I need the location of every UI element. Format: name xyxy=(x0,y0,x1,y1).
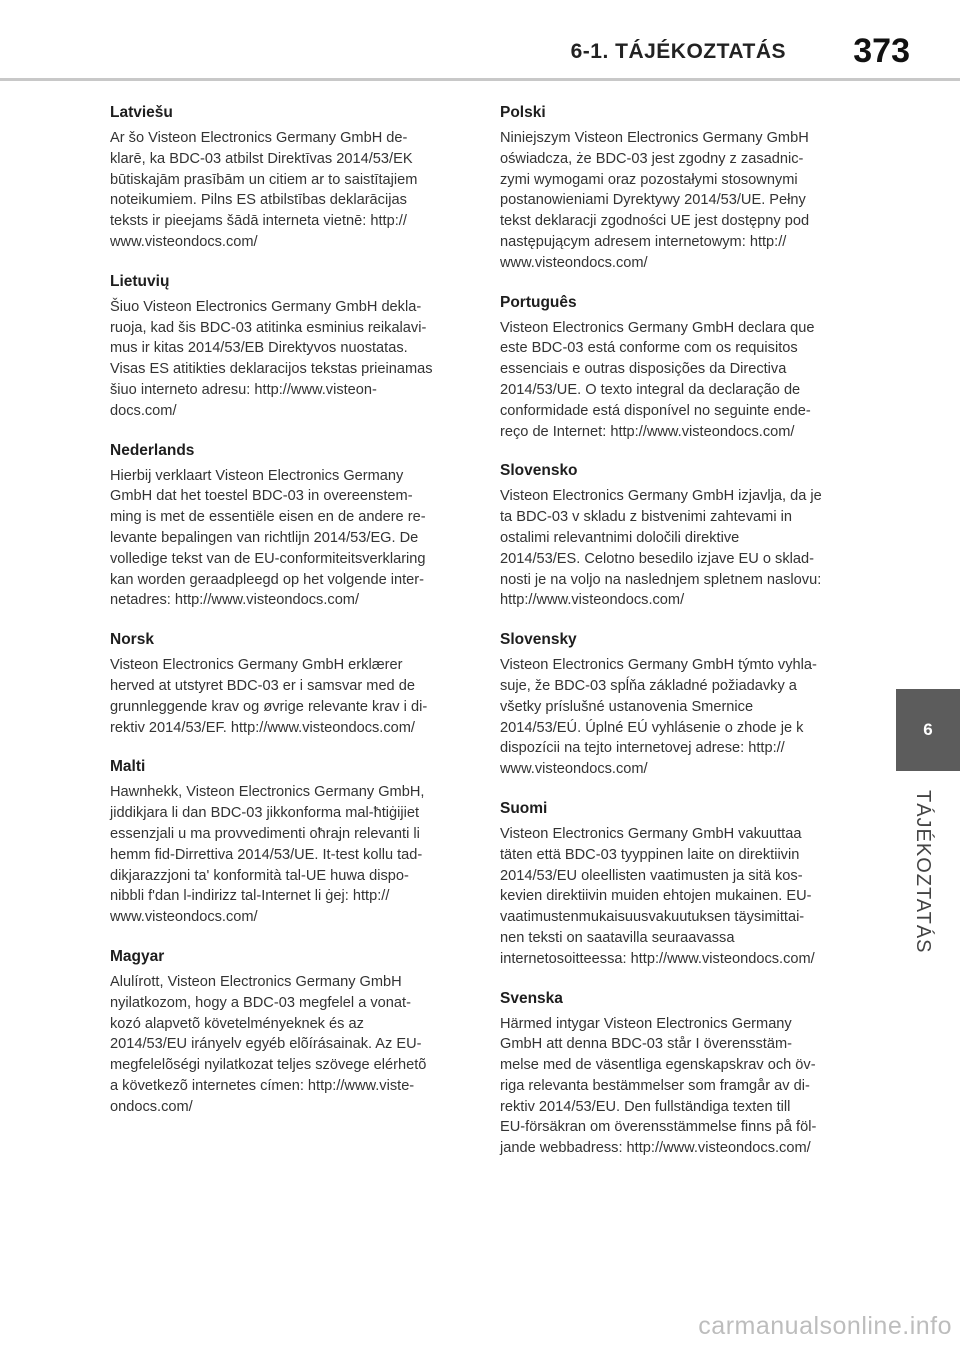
section-polski xyxy=(500,100,850,274)
section-nederlands xyxy=(110,438,460,612)
section-heading: Magyar xyxy=(110,947,165,965)
section-heading: Polski xyxy=(500,104,546,121)
section-body: Hawnhekk, Visteon Electronics Germany GmbH, jiddikjara li dan BDC-03 jikkonforma mal-ħtiġijiet essenzjali u ma provvedimenti oħrajn relevanti li hemm fid-Dirrettiva 2014/53/UE. It-test kollu tad- dikjarazzjoni ta' konformità tal-UE huwa dispo- nibbli f'dan l-indirizz tal-Internet li ġej: http:// www.visteondocs.com/ xyxy=(110,784,425,926)
section-latviesu xyxy=(110,100,460,253)
section-heading: Malti xyxy=(110,758,146,776)
section-body: Šiuo Visteon Electronics Germany GmbH dekla- ruoja, kad šis BDC-03 atitinka esminius reikalavi- mus ir kitas 2014/53/EB Direktyvos nuostatas. Visas ES atitikties deklaracijos tekstas prieinamas šiuo interneto adresu: http://www.visteon- docs.com/ xyxy=(110,298,433,419)
section-heading: Lietuvių xyxy=(110,272,170,290)
section-magyar xyxy=(110,944,460,1118)
header-divider xyxy=(0,78,960,81)
section-body: Visteon Electronics Germany GmbH týmto vyhla- suje, že BDC-03 spĺňa základné požiadavky a všetky príslušné ustanovenia Smernice 2014/53/EÚ. Úplné EÚ vyhlásenie o zhode je k dispozícii na tejto internetovej adrese: http:// www.visteondocs.com/ xyxy=(500,657,817,778)
right-column xyxy=(500,100,850,1175)
page-number: 373 xyxy=(853,32,910,70)
section-portugues xyxy=(500,290,850,443)
left-column xyxy=(110,100,460,1133)
section-heading: Suomi xyxy=(500,799,548,817)
section-lietuviu xyxy=(110,269,460,422)
section-body: Visteon Electronics Germany GmbH declara que este BDC-03 está conforme com os requisitos essenciais e outras disposições da Directiva 2014/53/UE. O texto integral da declaração de conformidade está disponível no seguinte ende- reço de Internet: http://www.visteondocs.com/ xyxy=(500,319,815,440)
section-slovensky xyxy=(500,627,850,780)
section-norsk xyxy=(110,627,460,738)
section-heading: Slovensky xyxy=(500,631,577,649)
section-heading: Svenska xyxy=(500,989,563,1007)
section-heading: Latviešu xyxy=(110,104,173,121)
section-heading: Slovensko xyxy=(500,462,578,480)
section-body: Hierbij verklaart Visteon Electronics Germany GmbH dat het toestel BDC-03 in overeenstem- ming is met de essentiële eisen en de andere re- levante bepalingen van richtlijn 2014/53/EG. De volledige tekst van de EU-conformiteitsverklaring kan worden geraadpleegd op het volgende inter- netadres: http://www.visteondocs.com/ xyxy=(110,467,426,609)
chapter-side-label: TÁJÉKOZTATÁS xyxy=(912,790,934,954)
section-body: Visteon Electronics Germany GmbH vakuuttaa täten että BDC-03 tyyppinen laite on direktiivin 2014/53/EU oleellisten vaatimusten ja sitä kos- kevien direktiivin muiden ehtojen mukainen. EU- vaatimustenmukaisuusvakuutuksen täysimittai- nen teksti on saatavilla seuraavassa internetosoitteessa: http://www.visteondocs.com/ xyxy=(500,825,815,967)
section-body: Niniejszym Visteon Electronics Germany GmbH oświadcza, że BDC-03 jest zgodny z zasadnic- zymi wymogami oraz pozostałymi stosownymi postanowieniami Dyrektywy 2014/53/UE. Pełny tekst deklaracji zgodności UE jest dostępny pod następującym adresem internetowym: http:// www.visteondocs.com/ xyxy=(500,130,810,271)
section-slovensko xyxy=(500,458,850,611)
section-body: Visteon Electronics Germany GmbH erklærer herved at utstyret BDC-03 er i samsvar med de grunnleggende krav og øvrige relevante krav i di- rektiv 2014/53/EF. http://www.visteondocs.com/ xyxy=(110,657,428,736)
section-body: Visteon Electronics Germany GmbH izjavlja, da je ta BDC-03 v skladu z bistvenimi zahtevami in ostalimi relevantnimi določili direktive 2014/53/ES. Celotno besedilo izjave EU o sklad- nosti je na voljo na naslednjem spletnem naslovu: http://www.visteondocs.com/ xyxy=(500,488,822,609)
section-malti xyxy=(110,754,460,928)
section-body: Härmed intygar Visteon Electronics Germany GmbH att denna BDC-03 står I överensstäm- melse med de väsentliga egenskapskrav och öv- riga relevanta bestämmelser som framgår av di- rektiv 2014/53/EU. Den fullständiga texten till EU-försäkran om överensstämmelse finns på föl- jande webbadress: http://www.visteondocs.com/ xyxy=(500,1015,817,1157)
chapter-tab: 6 xyxy=(896,689,960,771)
section-svenska xyxy=(500,986,850,1160)
section-heading: Nederlands xyxy=(110,441,195,459)
section-heading: Português xyxy=(500,293,577,311)
section-suomi xyxy=(500,796,850,970)
section-heading: Norsk xyxy=(110,631,154,649)
watermark: carmanualsonline.info xyxy=(698,1312,952,1340)
section-title: 6-1. TÁJÉKOZTATÁS xyxy=(570,40,786,63)
section-body: Alulírott, Visteon Electronics Germany GmbH nyilatkozom, hogy a BDC-03 megfelel a vonat- kozó alapvetõ követelményeknek és az 2014/53/EU irányelv egyéb elõírásainak. Az EU- megfelelõségi nyilatkozat teljes szövege elérhetõ a következõ internetes címen: http://www.viste- ondocs.com/ xyxy=(110,973,427,1115)
section-body: Ar šo Visteon Electronics Germany GmbH de- klarē, ka BDC-03 atbilst Direktīvas 2014/53/EK būtiskajām prasībām un citiem ar to saistītajiem noteikumiem. Pilns ES atbilstības deklarācijas teksts ir pieejams šādā interneta vietnē: http:// www.visteondocs.com/ xyxy=(110,130,418,250)
